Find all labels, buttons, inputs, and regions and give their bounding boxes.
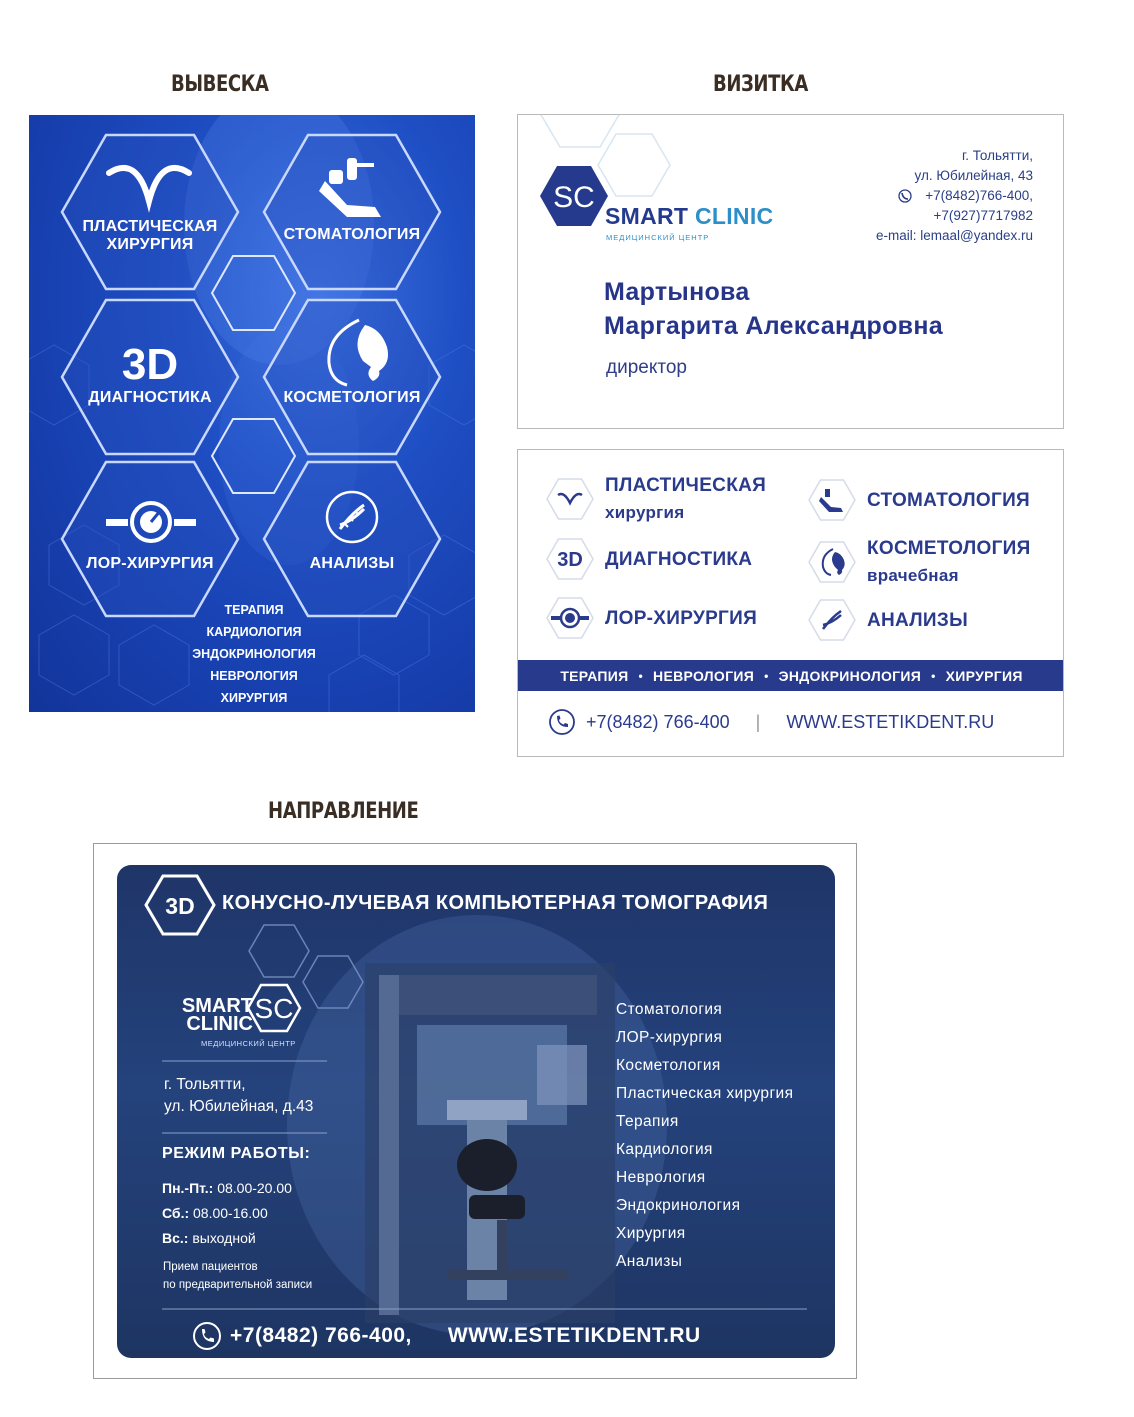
appointment-note — [163, 1258, 312, 1294]
person-name — [604, 275, 943, 343]
referral-form — [93, 843, 857, 1379]
signboard-cosmetology: КОСМЕТОЛОГИЯ — [283, 389, 421, 406]
list-item: ЛОР-хирургия — [616, 1029, 723, 1046]
list-item: Хирургия — [616, 1225, 686, 1242]
signboard-dentistry: СТОМАТОЛОГИЯ — [283, 226, 421, 243]
band-separator: • — [638, 668, 644, 683]
three-d-icon: 3D — [121, 340, 179, 389]
list-item: НЕВРОЛОГИЯ — [210, 669, 298, 683]
back-service-analyses — [807, 595, 968, 645]
referral-footer — [192, 1321, 701, 1351]
dental-chair-icon — [807, 475, 857, 525]
list-item: Косметология — [616, 1057, 721, 1074]
back-service-dentistry — [807, 475, 1030, 525]
referral-brand — [163, 997, 253, 1033]
back-service-diagnostics — [545, 534, 752, 584]
referral-phone: +7(8482) 766-400, — [230, 1324, 412, 1347]
phone-2: +7(927)7717982 — [933, 208, 1033, 223]
service-text: АНАЛИЗЫ — [867, 609, 968, 631]
referral-panel — [117, 865, 835, 1358]
brand-subtitle: МЕДИЦИНСКИЙ ЦЕНТР — [201, 1039, 296, 1048]
last-name: Мартынова — [604, 278, 750, 306]
hours-day: Вс.: — [162, 1230, 189, 1246]
band-item: ХИРУРГИЯ — [945, 667, 1023, 684]
list-item: Кардиология — [616, 1141, 713, 1158]
hours-time: выходной — [192, 1230, 256, 1246]
band-item: НЕВРОЛОГИЯ — [653, 667, 755, 684]
signboard-plastic-line2: ХИРУРГИЯ — [106, 236, 194, 253]
email: e-mail: lemaal@yandex.ru — [875, 228, 1033, 243]
list-item: Стоматология — [616, 1001, 723, 1018]
list-item: ТЕРАПИЯ — [224, 603, 284, 617]
city: г. Тольятти, — [164, 1076, 246, 1093]
phone-1: +7(8482)766-400, — [925, 188, 1033, 203]
list-item: Эндокринология — [616, 1197, 741, 1214]
logo-initials: SC — [553, 181, 595, 214]
brand-smart: SMART — [605, 203, 689, 229]
hours-time: 08.00-20.00 — [217, 1180, 292, 1196]
list-item: Пластическая хирургия — [616, 1085, 794, 1102]
footer-divider: | — [755, 711, 761, 732]
list-item: Анализы — [616, 1253, 683, 1270]
business-card-front — [517, 114, 1064, 429]
brand-subtitle: МЕДИЦИНСКИЙ ЦЕНТР — [606, 233, 710, 242]
back-service-plastic — [545, 472, 766, 526]
ent-icon — [545, 593, 595, 643]
phone-icon — [548, 708, 576, 736]
band-item: ТЕРАПИЯ — [560, 667, 629, 684]
back-service-cosmetology — [807, 535, 1031, 589]
service-title: КОСМЕТОЛОГИЯ — [867, 538, 1031, 559]
note-line: по предварительной записи — [163, 1279, 313, 1291]
city: г. Тольятти, — [961, 148, 1033, 163]
signboard-extra-list — [189, 599, 319, 709]
signboard-ent: ЛОР-ХИРУРГИЯ — [86, 555, 214, 572]
brand-clinic: CLINIC — [694, 203, 774, 229]
referral-title: КОНУСНО-ЛУЧЕВАЯ КОМПЬЮТЕРНАЯ ТОМОГРАФИЯ — [222, 892, 769, 914]
hours-time: 08.00-16.00 — [193, 1205, 268, 1221]
list-item: Терапия — [616, 1113, 679, 1130]
three-d-icon — [545, 534, 595, 584]
back-service-ent — [545, 593, 757, 643]
service-text: СТОМАТОЛОГИЯ — [867, 489, 1030, 511]
ct-scanner-image — [365, 963, 615, 1323]
service-subtitle: врачебная — [867, 566, 959, 585]
dna-icon — [807, 595, 857, 645]
list-item: ХИРУРГИЯ — [220, 691, 288, 705]
list-item: Неврология — [616, 1169, 706, 1186]
signboard-plastic-line1: ПЛАСТИЧЕСКАЯ — [82, 218, 218, 235]
hours-day: Сб.: — [162, 1205, 190, 1221]
signboard-label: ВЫВЕСКА — [171, 72, 269, 97]
list-item: ЭНДОКРИНОЛОГИЯ — [192, 647, 316, 661]
service-text — [605, 472, 766, 526]
business-card-back — [517, 449, 1064, 757]
card-back-footer — [548, 708, 1038, 736]
signboard-plastic-surgery — [69, 218, 231, 254]
card-back-phone: +7(8482) 766-400 — [586, 711, 730, 732]
hours-title: РЕЖИМ РАБОТЫ: — [162, 1145, 311, 1162]
logo-initials: SC — [254, 993, 294, 1024]
service-title: ПЛАСТИЧЕСКАЯ — [605, 475, 767, 496]
hours-row — [162, 1226, 292, 1251]
street: ул. Юбилейная, д.43 — [164, 1098, 314, 1115]
band-separator: • — [764, 668, 769, 683]
business-card-label: ВИЗИТКА — [713, 72, 808, 97]
plastic-surgery-icon — [545, 474, 595, 524]
band-separator: • — [931, 668, 936, 683]
service-text: ЛОР-ХИРУРГИЯ — [605, 607, 758, 629]
phone-icon — [192, 1321, 222, 1351]
note-line: Прием пациентов — [163, 1261, 258, 1273]
badge-text: 3D — [165, 893, 195, 919]
services-band — [518, 660, 1064, 691]
brand-smart: SMART — [181, 995, 253, 1017]
referral-label: НАПРАВЛЕНИЕ — [268, 799, 419, 824]
service-text — [867, 535, 1031, 589]
card-back-website[interactable]: WWW.ESTETIKDENT.RU — [786, 711, 995, 732]
person-position: директор — [606, 357, 687, 378]
hours-row — [162, 1176, 292, 1201]
referral-website[interactable]: WWW.ESTETIKDENT.RU — [447, 1324, 701, 1347]
list-item: КАРДИОЛОГИЯ — [206, 625, 302, 639]
service-text: ДИАГНОСТИКА — [605, 548, 753, 570]
referral-address — [164, 1074, 313, 1118]
signboard-analyses: АНАЛИЗЫ — [309, 555, 395, 572]
brand-clinic: CLINIC — [186, 1013, 253, 1035]
referral-services — [616, 996, 793, 1276]
hours-list — [162, 1176, 292, 1251]
hours-row — [162, 1201, 292, 1226]
cosmetology-face-icon — [807, 537, 857, 587]
first-names: Маргарита Александровна — [604, 312, 943, 340]
street: ул. Юбилейная, 43 — [914, 168, 1033, 183]
signboard-diagnostics: ДИАГНОСТИКА — [88, 389, 212, 406]
hours-day: Пн.-Пт.: — [162, 1180, 214, 1196]
card-brand-name — [605, 203, 773, 230]
svg-text:3D: 3D — [557, 549, 583, 571]
card-contacts — [876, 146, 1033, 246]
service-subtitle: хирургия — [605, 503, 685, 522]
band-item: ЭНДОКРИНОЛОГИЯ — [778, 667, 922, 684]
signboard — [29, 115, 475, 712]
